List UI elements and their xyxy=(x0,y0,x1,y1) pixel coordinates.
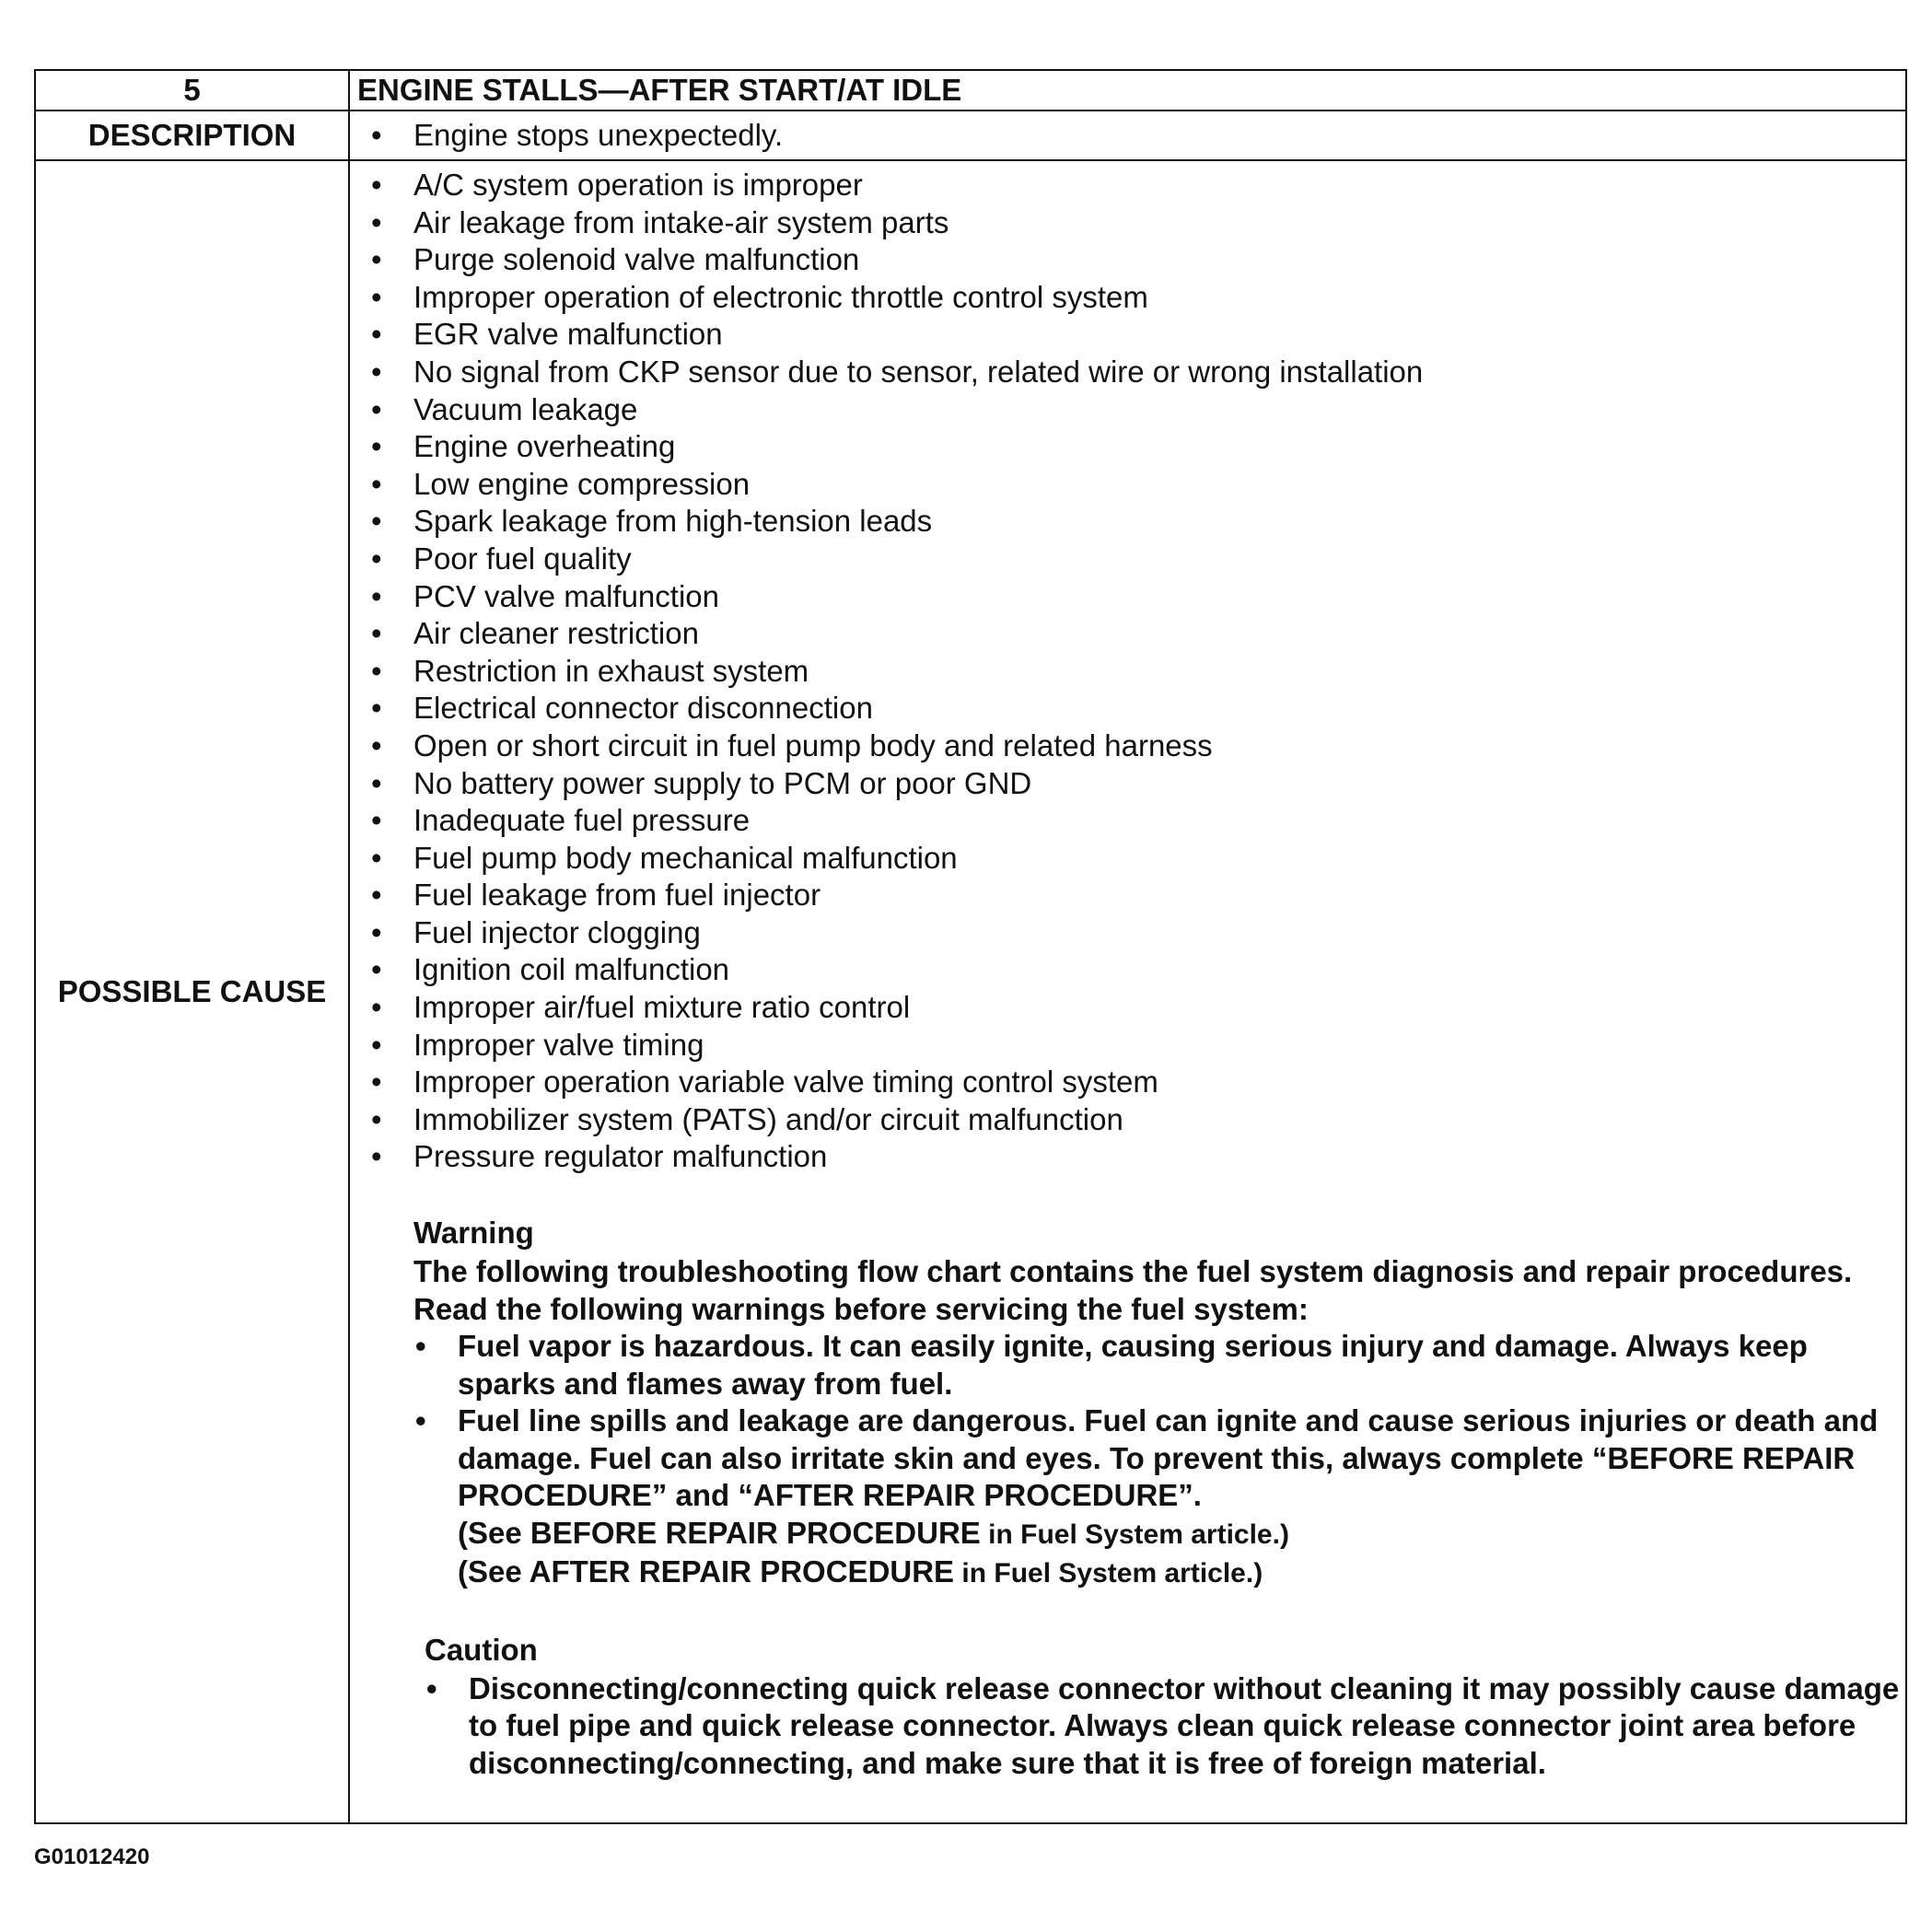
possible-cause-item: • PCV valve malfunction xyxy=(350,578,1905,616)
see-before-title: (See BEFORE REPAIR PROCEDURE xyxy=(458,1515,981,1550)
warning-block xyxy=(413,1213,1900,1782)
see-after-reference xyxy=(458,1553,1900,1593)
possible-cause-row xyxy=(35,160,1906,1823)
possible-cause-item: • Electrical connector disconnection xyxy=(350,690,1905,727)
possible-cause-item: • Vacuum leakage xyxy=(350,391,1905,429)
possible-cause-item: • Restriction in exhaust system xyxy=(350,653,1905,691)
possible-cause-item: • Low engine compression xyxy=(350,466,1905,504)
warning-heading: Warning xyxy=(413,1216,534,1251)
see-before-article: in Fuel System article.) xyxy=(980,1519,1289,1550)
warning-item xyxy=(413,1402,1900,1593)
possible-cause-item: • Improper operation variable valve timing control system xyxy=(350,1064,1905,1101)
see-before-reference xyxy=(458,1515,1900,1554)
possible-cause-item: • EGR valve malfunction xyxy=(350,316,1905,354)
caution-heading: Caution xyxy=(425,1632,538,1667)
possible-cause-item: • Engine overheating xyxy=(350,428,1905,466)
description-label: DESCRIPTION xyxy=(35,111,349,160)
possible-cause-item: • Improper air/fuel mixture ratio control xyxy=(350,989,1905,1027)
warning-intro: The following troubleshooting flow chart contains the fuel system diagnosis and repair procedures. Read the following warnings before servicing the fuel system: xyxy=(413,1254,1853,1326)
possible-cause-item: • Air cleaner restriction xyxy=(350,615,1905,653)
description-list xyxy=(350,112,1905,158)
warning-item: • Fuel vapor is hazardous. It can easily ignite, causing serious injury and damage. Always keep sparks and flames away from fuel. xyxy=(413,1328,1900,1402)
possible-cause-item: • No signal from CKP sensor due to sensor, related wire or wrong installation xyxy=(350,354,1905,391)
possible-cause-cell xyxy=(349,160,1906,1823)
figure-id: G01012420 xyxy=(34,1844,150,1869)
possible-cause-item: • Fuel injector clogging xyxy=(350,914,1905,952)
possible-cause-item: • Fuel leakage from fuel injector xyxy=(350,877,1905,914)
header-row xyxy=(35,70,1906,111)
possible-cause-item: • Open or short circuit in fuel pump body and related harness xyxy=(350,727,1905,765)
possible-cause-item: • No battery power supply to PCM or poor GND xyxy=(350,765,1905,803)
caution-block xyxy=(425,1630,1900,1783)
description-item: • Engine stops unexpectedly. xyxy=(350,112,1905,158)
possible-cause-list xyxy=(350,167,1905,1176)
possible-cause-item: • Immobilizer system (PATS) and/or circuit malfunction xyxy=(350,1101,1905,1139)
possible-cause-item: • Ignition coil malfunction xyxy=(350,951,1905,989)
possible-cause-item: • Air leakage from intake-air system parts xyxy=(350,204,1905,242)
possible-cause-item: • Spark leakage from high-tension leads xyxy=(350,503,1905,541)
symptom-title: ENGINE STALLS—AFTER START/AT IDLE xyxy=(349,70,1906,111)
see-after-title: (See AFTER REPAIR PROCEDURE xyxy=(458,1554,955,1589)
troubleshooting-table xyxy=(34,69,1907,1824)
possible-cause-item: • Inadequate fuel pressure xyxy=(350,802,1905,840)
caution-item: • Disconnecting/connecting quick release connector without cleaning it may possibly cause damage to fuel pipe and quick release connector. Always clean quick release connector joint area before disconnecting/connecting, and make sure that it is free of foreign material. xyxy=(425,1670,1900,1783)
warning-list xyxy=(413,1328,1900,1593)
warning-item-text: Fuel line spills and leakage are dangerous. Fuel can ignite and cause serious injuries or death and damage. Fuel can also irritate skin and eyes. To prevent this, always complete “BEFORE REPAIR PROCEDURE” and “AFTER REPAIR PROCEDURE”. xyxy=(458,1403,1879,1513)
possible-cause-item: • Pressure regulator malfunction xyxy=(350,1138,1905,1176)
possible-cause-item: • Fuel pump body mechanical malfunction xyxy=(350,840,1905,878)
caution-list xyxy=(425,1670,1900,1783)
possible-cause-item: • Poor fuel quality xyxy=(350,541,1905,578)
see-after-article: in Fuel System article.) xyxy=(954,1558,1263,1589)
step-number: 5 xyxy=(35,70,349,111)
possible-cause-item: • Purge solenoid valve malfunction xyxy=(350,241,1905,279)
possible-cause-item: • Improper valve timing xyxy=(350,1027,1905,1065)
possible-cause-label: POSSIBLE CAUSE xyxy=(35,160,349,1823)
possible-cause-item: • A/C system operation is improper xyxy=(350,167,1905,204)
description-cell xyxy=(349,111,1906,160)
possible-cause-item: • Improper operation of electronic throttle control system xyxy=(350,279,1905,317)
description-row xyxy=(35,111,1906,160)
